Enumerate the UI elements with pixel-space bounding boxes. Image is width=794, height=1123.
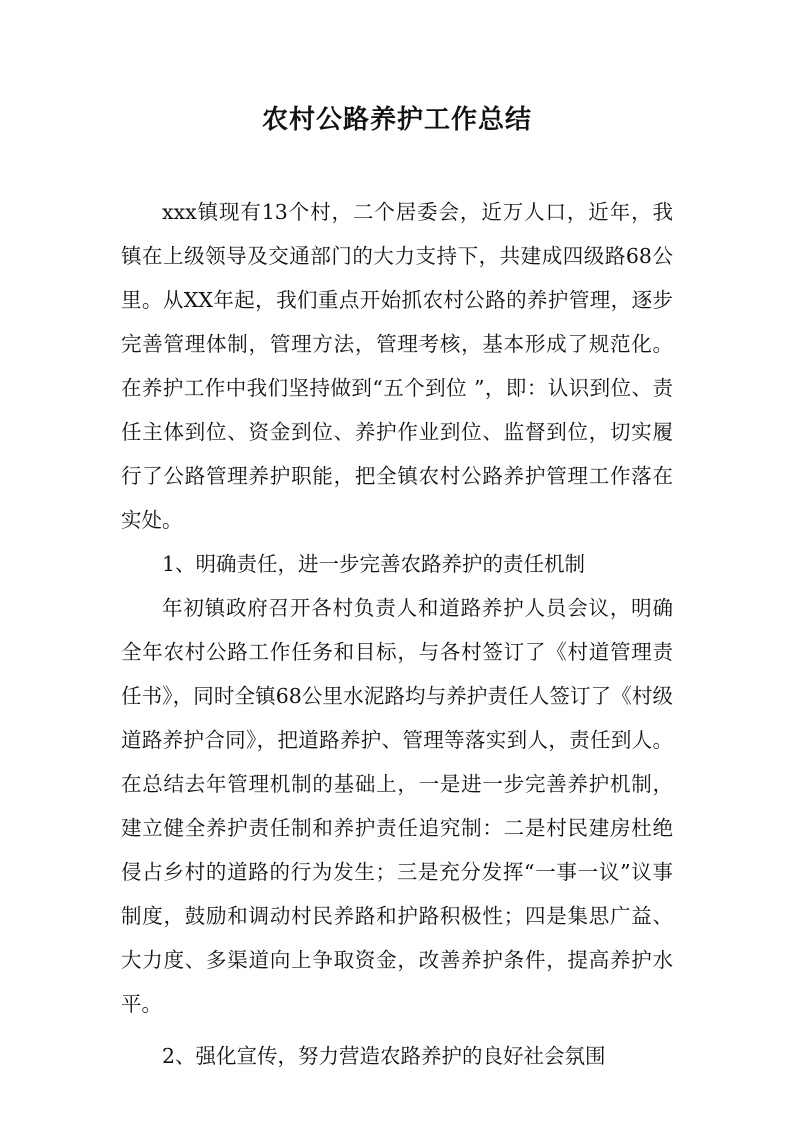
page-title: 农村公路养护工作总结 — [261, 105, 532, 135]
intro-paragraph: xxx镇现有13个村，二个居委会，近万人口，近年，我镇在上级领导及交通部门的大力支持下，共建成四级路68公里。从XX年起，我们重点开始抓农村公路的养护管理，逐步完善管理体制，管理方法，管理考核，基本形成了规范化。在养护工作中我们坚持做到“五个到位 ”，即：认识到位、责任主体到位、资金到位、养护作业到位、监督到位，切实履行了公路管理养护职能，把全镇农村公路养护管理工作落在实处。 — [121, 200, 673, 532]
section-heading-1: 1、明确责任，进一步完善农路养护的责任机制 — [162, 552, 586, 576]
section-heading-2: 2、强化宣传，努力营造农路养护的良好社会氛围 — [162, 1044, 606, 1068]
document-body — [121, 190, 673, 1078]
section-body-1: 年初镇政府召开各村负责人和道路养护人员会议，明确全年农村公路工作任务和目标，与各村签订了《村道管理责任书》，同时全镇68公里水泥路均与养护责任人签订了《村级道路养护合同》，把道路养护、管理等落实到人，责任到人。在总结去年管理机制的基础上，一是进一步完善养护机制，建立健全养护责任制和养护责任追究制：二是村民建房杜绝侵占乡村的道路的行为发生；三是充分发挥“一事一议”议事制度，鼓励和调动村民养路和护路积极性；四是集思广益、大力度、多渠道向上争取资金，改善养护条件，提高养护水平。 — [121, 596, 673, 1016]
